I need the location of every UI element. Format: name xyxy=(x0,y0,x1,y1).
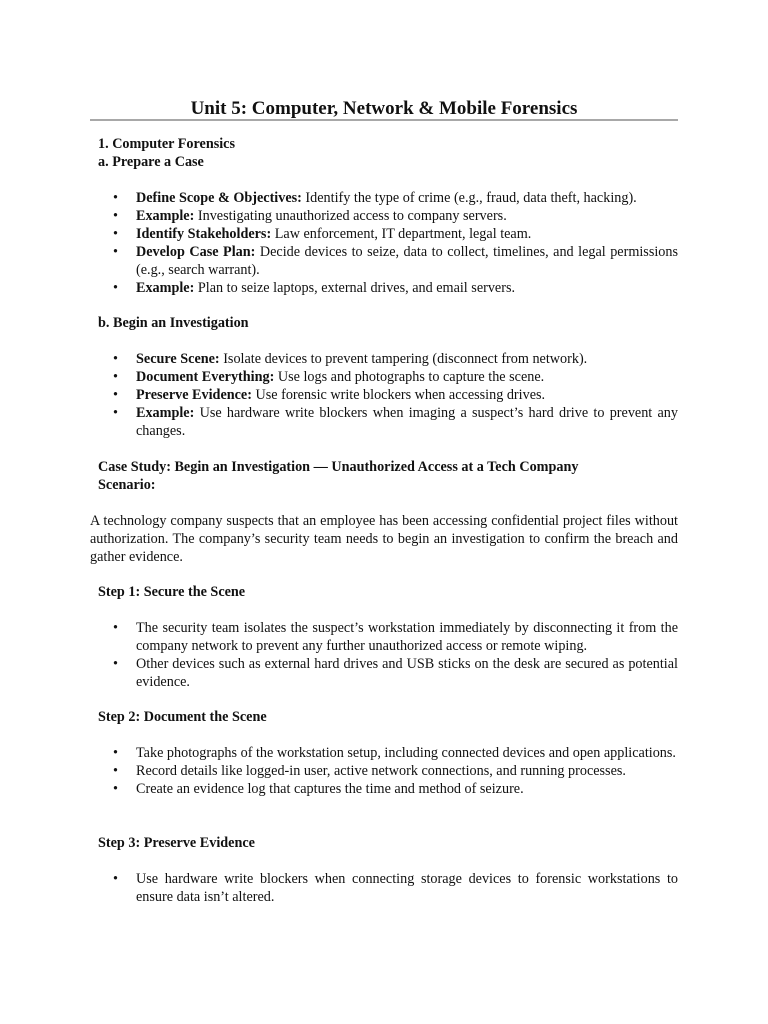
bullet-icon: • xyxy=(113,280,118,296)
section-heading-block xyxy=(98,135,678,171)
title-underline xyxy=(90,119,678,121)
item-label: Develop Case Plan: xyxy=(136,244,256,260)
item-label: Document Everything: xyxy=(136,369,275,385)
bullet-icon: • xyxy=(113,244,118,260)
list-item xyxy=(98,350,678,368)
bullet-icon: • xyxy=(113,745,118,761)
item-text: Use hardware write blockers when imaging a suspect’s hard drive to prevent any changes. xyxy=(136,405,678,439)
bullet-icon: • xyxy=(113,208,118,224)
item-text: Identify the type of crime (e.g., fraud, data theft, hacking). xyxy=(301,190,637,206)
item-label: Define Scope & Objectives: xyxy=(136,190,302,206)
item-label: Secure Scene: xyxy=(136,351,220,367)
item-text: Isolate devices to prevent tampering (disconnect from network). xyxy=(219,351,588,367)
item-label: Example: xyxy=(136,405,195,421)
bullet-icon: • xyxy=(113,781,118,797)
item-text: Law enforcement, IT department, legal team. xyxy=(271,226,532,242)
item-text: The security team isolates the suspect’s workstation immediately by disconnecting it from the company network to prevent any further unauthorized access or remote wiping. xyxy=(136,620,678,654)
list-item xyxy=(98,744,678,762)
item-label: Identify Stakeholders: xyxy=(136,226,272,242)
list-item xyxy=(98,655,678,691)
bullet-icon: • xyxy=(113,656,118,672)
case-study-heading-block xyxy=(98,458,678,494)
list-item xyxy=(98,368,678,386)
subsection-heading-a: a. Prepare a Case xyxy=(98,154,204,170)
step2-list xyxy=(98,744,678,798)
item-label: Example: xyxy=(136,208,195,224)
prepare-case-list-block xyxy=(98,189,678,297)
item-text: Plan to seize laptops, external drives, and email servers. xyxy=(194,280,516,296)
item-text: Use forensic write blockers when accessing drives. xyxy=(251,387,546,403)
bullet-icon: • xyxy=(113,369,118,385)
list-item xyxy=(98,207,678,225)
list-item xyxy=(98,279,678,297)
step1-list-block xyxy=(98,619,678,691)
step2-heading: Step 2: Document the Scene xyxy=(98,709,267,725)
item-text: Investigating unauthorized access to company servers. xyxy=(194,208,507,224)
scenario-paragraph: A technology company suspects that an employee has been accessing confidential project files without authorization. The company’s security team needs to begin an investigation to confirm the breach and gather evidence. xyxy=(90,513,678,565)
page-title: Unit 5: Computer, Network & Mobile Forensics xyxy=(190,98,578,119)
step1-heading: Step 1: Secure the Scene xyxy=(98,584,246,600)
bullet-icon: • xyxy=(113,226,118,242)
bullet-icon: • xyxy=(113,190,118,206)
item-text: Record details like logged-in user, active network connections, and running processes. xyxy=(136,763,626,779)
bullet-icon: • xyxy=(113,871,118,887)
list-item xyxy=(98,386,678,404)
bullet-icon: • xyxy=(113,387,118,403)
item-text: Take photographs of the workstation setup, including connected devices and open applications. xyxy=(136,745,676,761)
step3-list-block xyxy=(98,870,678,906)
list-item xyxy=(98,189,678,207)
list-item xyxy=(98,780,678,798)
item-text: Use hardware write blockers when connecting storage devices to forensic workstations to ensure data isn’t altered. xyxy=(136,871,678,905)
bullet-icon: • xyxy=(113,405,118,421)
list-item xyxy=(98,243,678,279)
item-label: Example: xyxy=(136,280,195,296)
step1-list xyxy=(98,619,678,691)
prepare-case-list xyxy=(98,189,678,297)
investigation-list-block xyxy=(98,350,678,440)
scenario-heading: Scenario: xyxy=(98,477,156,493)
list-item xyxy=(98,225,678,243)
item-label: Preserve Evidence: xyxy=(136,387,252,403)
bullet-icon: • xyxy=(113,620,118,636)
step3-heading: Step 3: Preserve Evidence xyxy=(98,835,255,851)
step3-list xyxy=(98,870,678,906)
item-text: Create an evidence log that captures the time and method of seizure. xyxy=(136,781,524,797)
item-text: Use logs and photographs to capture the scene. xyxy=(274,369,545,385)
item-text: Other devices such as external hard drives and USB sticks on the desk are secured as potential evidence. xyxy=(136,656,678,690)
bullet-icon: • xyxy=(113,351,118,367)
subsection-heading-b: b. Begin an Investigation xyxy=(98,315,249,331)
investigation-list xyxy=(98,350,678,440)
list-item xyxy=(98,762,678,780)
case-study-heading: Case Study: Begin an Investigation — Unauthorized Access at a Tech Company xyxy=(98,459,579,475)
list-item xyxy=(98,870,678,906)
list-item xyxy=(98,404,678,440)
list-item xyxy=(98,619,678,655)
item-text: Decide devices to seize, data to collect, timelines, and legal permissions (e.g., search warrant). xyxy=(136,244,678,278)
section-heading: 1. Computer Forensics xyxy=(98,136,236,152)
step2-list-block xyxy=(98,744,678,798)
bullet-icon: • xyxy=(113,763,118,779)
